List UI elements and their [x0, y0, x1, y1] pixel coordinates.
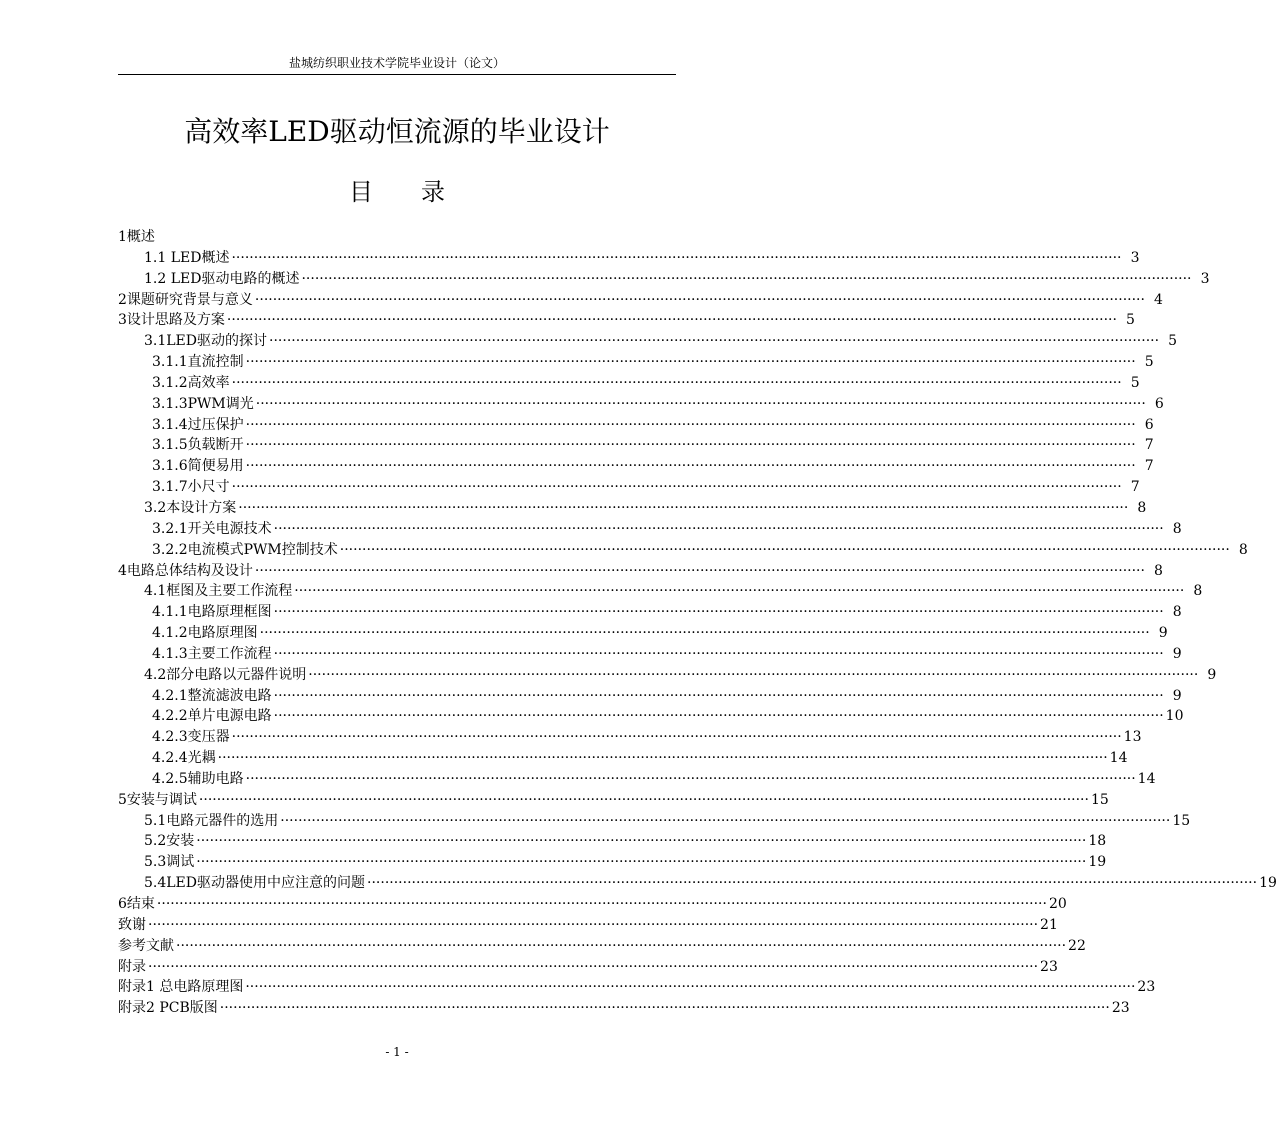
toc-leader-dots: ········································································································································································································ [245, 458, 1136, 475]
toc-entry-title: 4.2.2单片电源电路 [152, 708, 272, 725]
toc-entry-title: 3.1.1直流控制 [152, 354, 244, 371]
toc-entry[interactable] [118, 727, 1142, 748]
toc-entry-page: 23 [1137, 979, 1156, 996]
toc-entry[interactable] [118, 561, 1163, 582]
toc-leader-dots: ········································································································································································································ [176, 937, 1067, 954]
toc-entry-page: 15 [1172, 812, 1191, 829]
toc-entry-title: 1.2 LED驱动电路的概述 [144, 270, 300, 287]
toc-entry-title: 致谢 [118, 916, 146, 933]
toc-entry-title: 3.1LED驱动的探讨 [144, 333, 268, 350]
toc-entry-title: 4.1.2电路原理图 [152, 625, 258, 642]
toc-entry[interactable] [118, 623, 1168, 644]
toc-entry-page: 10 [1165, 708, 1184, 725]
document-title: 高效率LED驱动恒流源的毕业设计 [184, 115, 610, 148]
toc-leader-dots: ········································································································································································································ [269, 333, 1160, 350]
toc-entry[interactable] [118, 873, 1277, 894]
toc-entry[interactable] [118, 852, 1107, 873]
toc-entry-title: 3设计思路及方案 [118, 312, 225, 329]
toc-entry[interactable] [118, 748, 1128, 769]
toc-entry[interactable] [118, 227, 656, 248]
toc-entry-page: 8 [1193, 583, 1203, 600]
toc-entry[interactable] [118, 998, 1130, 1019]
toc-heading-char-1: 目 [349, 178, 373, 206]
toc-entry[interactable] [118, 248, 1140, 269]
toc-entry[interactable] [118, 310, 1135, 331]
toc-entry-title: 1.1 LED概述 [144, 249, 230, 266]
toc-leader-dots: ········································································································································································································ [156, 896, 1047, 912]
toc-entry[interactable] [118, 394, 1164, 415]
toc-entry-page: 15 [1090, 791, 1109, 808]
toc-entry-page: 9 [1158, 625, 1168, 642]
toc-entry[interactable] [118, 644, 1182, 665]
toc-entry-title: 3.1.7小尺寸 [152, 479, 230, 496]
toc-entry-title: 5.2安装 [144, 833, 195, 850]
toc-leader-dots: ········································································································································································································ [231, 249, 1122, 266]
toc-entry[interactable] [118, 894, 1067, 915]
toc-leader-dots: ········································································································································································································ [273, 520, 1164, 537]
toc-entry-title: 6结束 [118, 896, 155, 912]
toc-leader-dots: ········································································································································································································ [196, 833, 1087, 850]
toc-entry-title: 附录2 PCB版图 [118, 1000, 218, 1017]
toc-entry-title: 5.4LED驱动器使用中应注意的问题 [144, 875, 366, 892]
toc-leader-dots: ········································································································································································································ [245, 979, 1136, 996]
toc-entry[interactable] [118, 602, 1182, 623]
toc-leader-dots: ········································································································································································································ [238, 499, 1129, 516]
toc-entry-title: 3.1.5负载断开 [152, 437, 244, 454]
toc-entry[interactable] [118, 936, 1086, 957]
toc-leader-dots: ········································································································································································································ [254, 562, 1145, 579]
toc-entry-page: 23 [1111, 1000, 1130, 1017]
toc-entry-page: 8 [1137, 499, 1147, 516]
toc-leader-dots: ········································································································································································································ [231, 729, 1122, 746]
toc-entry-page: 18 [1088, 833, 1107, 850]
table-of-contents [118, 227, 1277, 1019]
toc-entry-title: 3.1.3PWM调光 [152, 395, 254, 412]
toc-leader-dots: ········································································································································································································ [245, 354, 1136, 371]
toc-entry-page: 22 [1068, 937, 1086, 954]
toc-leader-dots: ········································································································································································································ [254, 291, 1145, 308]
toc-leader-dots: ········································································································································································································ [148, 958, 1039, 975]
toc-entry[interactable] [118, 269, 1210, 290]
toc-entry[interactable] [118, 769, 1156, 790]
toc-entry-page: 9 [1207, 666, 1217, 683]
toc-leader-dots: ········································································································································································································ [217, 750, 1108, 767]
toc-entry-page: 14 [1137, 770, 1156, 787]
toc-heading [0, 174, 794, 210]
toc-entry-title: 3.1.2高效率 [152, 374, 230, 391]
toc-leader-dots: ········································································································································································································ [245, 437, 1136, 454]
toc-entry-page: 8 [1172, 520, 1182, 537]
toc-entry-page: 13 [1123, 729, 1142, 746]
page-number: - 1 - [385, 1045, 409, 1059]
toc-entry-page: 5 [1126, 312, 1135, 329]
toc-entry-page: 5 [1130, 374, 1140, 391]
toc-entry-page: 3 [1200, 270, 1210, 287]
toc-entry[interactable] [118, 519, 1182, 540]
toc-entry-page: 20 [1048, 896, 1067, 912]
toc-entry-page: 7 [1130, 479, 1140, 496]
toc-entry-title: 2课题研究背景与意义 [118, 291, 253, 308]
toc-entry[interactable] [118, 290, 1163, 311]
toc-entry-title: 3.2本设计方案 [144, 499, 237, 516]
toc-entry-title: 4.2.4光耦 [152, 750, 216, 767]
toc-leader-dots: ········································································································································································································ [226, 312, 1117, 329]
toc-entry[interactable] [118, 352, 1154, 373]
toc-leader-dots: ········································································································································································································ [280, 812, 1171, 829]
toc-leader-dots: ········································································································································································································ [308, 666, 1199, 683]
toc-leader-dots: ········································································································································································································ [198, 791, 1089, 808]
toc-leader-dots: ········································································································································································································ [245, 416, 1136, 433]
toc-entry-title: 4.2.3变压器 [152, 729, 230, 746]
toc-entry-page: 14 [1109, 750, 1128, 767]
toc-entry-page: 9 [1172, 645, 1182, 662]
toc-leader-dots: ········································································································································································································ [196, 854, 1087, 871]
toc-entry-title: 4.2.5辅助电路 [152, 770, 244, 787]
toc-leader-dots: ········································································································································································································ [245, 770, 1136, 787]
toc-entry[interactable] [118, 811, 1191, 832]
toc-leader-dots: ········································································································································································································ [231, 374, 1122, 391]
toc-entry[interactable] [118, 435, 1154, 456]
toc-entry-page: 7 [1144, 458, 1154, 475]
toc-entry-page: 19 [1088, 854, 1107, 871]
toc-entry[interactable] [118, 540, 1248, 561]
toc-entry[interactable] [118, 456, 1154, 477]
toc-leader-dots: ········································································································································································································ [273, 687, 1164, 704]
toc-entry[interactable] [118, 706, 1184, 727]
toc-entry[interactable] [118, 977, 1156, 998]
toc-entry[interactable] [118, 686, 1182, 707]
toc-leader-dots: ········································································································································································································ [339, 541, 1230, 558]
toc-leader-dots: ········································································································································································································ [219, 1000, 1110, 1017]
toc-leader-dots: ········································································································································································································ [273, 604, 1164, 621]
toc-entry-title: 1概述 [118, 229, 155, 245]
toc-entry-title: 3.1.6简便易用 [152, 458, 244, 475]
toc-entry-page: 9 [1172, 687, 1182, 704]
toc-entry-title: 4.2.1整流滤波电路 [152, 687, 272, 704]
toc-entry-title: 4.1.1电路原理框图 [152, 604, 272, 621]
toc-entry-page: 19 [1259, 875, 1277, 892]
toc-leader-dots: ········································································································································································································ [259, 625, 1150, 642]
page-header: 盐城纺织职业技术学院毕业设计（论文） [118, 52, 676, 75]
toc-entry-page: 3 [1130, 249, 1140, 266]
toc-entry-title: 3.1.4过压保护 [152, 416, 244, 433]
toc-entry-title: 3.2.2电流模式PWM控制技术 [152, 541, 338, 558]
toc-entry-page: 23 [1040, 958, 1058, 975]
toc-entry-title: 4.1框图及主要工作流程 [144, 583, 293, 600]
toc-entry-page: 8 [1172, 604, 1182, 621]
toc-entry-title: 4.2部分电路以元器件说明 [144, 666, 307, 683]
toc-entry-page: 6 [1154, 395, 1164, 412]
toc-entry-title: 4电路总体结构及设计 [118, 562, 253, 579]
toc-entry[interactable] [118, 831, 1107, 852]
toc-entry-page: 6 [1144, 416, 1154, 433]
toc-entry[interactable] [118, 373, 1140, 394]
toc-entry-page: 8 [1154, 562, 1163, 579]
toc-heading-char-2: 录 [421, 178, 445, 206]
toc-leader-dots: ········································································································································································································ [273, 645, 1164, 662]
toc-entry[interactable] [118, 915, 1058, 936]
toc-entry-page: 8 [1238, 541, 1248, 558]
toc-entry-page: 4 [1154, 291, 1163, 308]
toc-entry-title: 附录1 总电路原理图 [118, 979, 244, 996]
toc-entry-title: 5安装与调试 [118, 791, 197, 808]
toc-entry-title: 3.2.1开关电源技术 [152, 520, 272, 537]
toc-entry-title: 附录 [118, 958, 146, 975]
toc-entry-title: 5.1电路元器件的选用 [144, 812, 279, 829]
toc-entry[interactable] [118, 957, 1058, 978]
toc-entry-title: 4.1.3主要工作流程 [152, 645, 272, 662]
toc-leader-dots: ········································································································································································································ [367, 875, 1258, 892]
toc-leader-dots: ········································································································································································································ [255, 395, 1146, 412]
toc-entry-page: 7 [1144, 437, 1154, 454]
toc-entry[interactable] [118, 790, 1109, 811]
toc-entry[interactable] [118, 581, 1203, 602]
toc-leader-dots: ········································································································································································································ [273, 708, 1164, 725]
toc-leader-dots: ········································································································································································································ [301, 270, 1192, 287]
toc-entry-title: 5.3调试 [144, 854, 195, 871]
toc-entry[interactable] [118, 331, 1178, 352]
toc-entry[interactable] [118, 498, 1147, 519]
toc-entry-page: 21 [1040, 916, 1058, 933]
toc-entry-title: 参考文献 [118, 937, 174, 954]
toc-entry-page: 5 [1144, 354, 1154, 371]
toc-leader-dots: ········································································································································································································ [294, 583, 1185, 600]
toc-entry-page: 5 [1168, 333, 1178, 350]
toc-leader-dots: ········································································································································································································ [148, 916, 1039, 933]
toc-entry[interactable] [118, 665, 1217, 686]
toc-entry[interactable] [118, 477, 1140, 498]
toc-leader-dots: ········································································································································································································ [231, 479, 1122, 496]
toc-entry[interactable] [118, 415, 1154, 436]
